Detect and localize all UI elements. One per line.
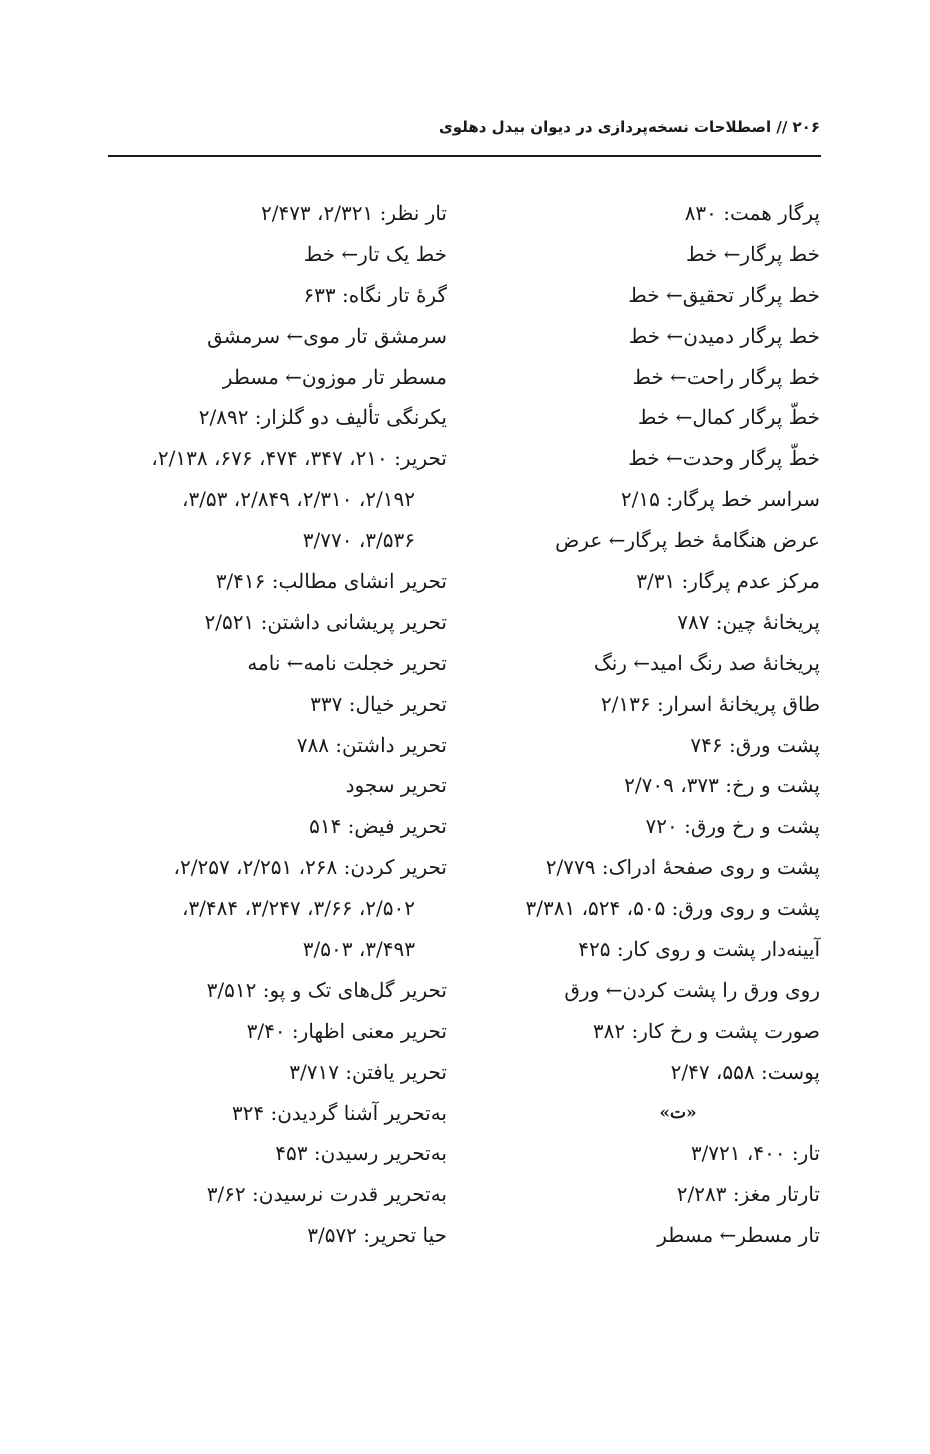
index-entry: ۳/۵۳۶، ۳/۷۷۰ — [302, 528, 415, 553]
index-entry: طاق پریخانهٔ اسرار: ۲/۱۳۶ — [600, 691, 820, 716]
index-entry: یکرنگی تألیف دو گلزار: ۲/۸۹۲ — [198, 405, 447, 430]
index-entry: خط پرگار تحقیق← خط — [628, 282, 820, 307]
index-entry: تحریر گل‌های تک و پو: ۳/۵۱۲ — [206, 977, 447, 1002]
index-entry: تحریر معنی اظهار: ۳/۴۰ — [246, 1018, 447, 1043]
index-entry: پرگار همت: ۸۳۰ — [684, 201, 820, 225]
index-entry: تحریر کردن: ۲۶۸، ۲/۲۵۱، ۲/۲۵۷، — [173, 855, 447, 880]
index-entry: حیا تحریر: ۳/۵۷۲ — [307, 1223, 447, 1248]
index-entry: پشت و روی صفحهٔ ادراک: ۲/۷۷۹ — [545, 855, 820, 880]
index-entry: تحریر خجلت نامه← نامه — [247, 650, 447, 675]
index-entry: مسطر تار موزون← مسطر — [222, 364, 447, 389]
index-entry: پشت و رخ: ۳۷۳، ۲/۷۰۹ — [624, 773, 820, 798]
index-entry: تار: ۴۰۰، ۳/۷۲۱ — [690, 1141, 820, 1166]
running-header: ۲۰۶ // اصطلاحات نسخه‌پردازی در دیوان بیدل دهلوی — [439, 118, 820, 136]
index-entry: آیینه‌دار پشت و روی کار: ۴۲۵ — [578, 937, 820, 962]
index-entry: خط پرگار← خط — [685, 241, 820, 266]
header-rule — [108, 155, 821, 157]
index-entry: سراسر خط پرگار: ۲/۱۵ — [620, 487, 820, 512]
index-entry: تحریر فیض: ۵۱۴ — [309, 814, 447, 839]
index-entry: تحریر یافتن: ۳/۷۱۷ — [289, 1059, 447, 1084]
index-entry: خط پرگار راحت← خط — [632, 364, 820, 389]
index-entry: تحریر: ۲۱۰، ۳۴۷، ۴۷۴، ۶۷۶، ۲/۱۳۸، — [151, 446, 447, 471]
index-entry: ۳/۴۹۳، ۳/۵۰۳ — [302, 937, 415, 962]
index-entry: پشت و رخ ورق: ۷۲۰ — [645, 814, 820, 839]
index-column-left — [110, 193, 447, 1256]
index-entry: تارتار مغز: ۲/۲۸۳ — [676, 1182, 820, 1207]
index-entry: پریخانهٔ چین: ۷۸۷ — [677, 609, 820, 634]
index-entry: تحریر داشتن: ۷۸۸ — [296, 732, 447, 757]
index-entry: به‌تحریر رسیدن: ۴۵۳ — [275, 1141, 447, 1166]
index-entry: ۲/۵۰۲، ۳/۶۶، ۳/۲۴۷، ۳/۴۸۴، — [181, 896, 415, 921]
index-entry: تحریر پریشانی داشتن: ۲/۵۲۱ — [204, 609, 447, 634]
index-entry: تار مسطر← مسطر — [657, 1223, 820, 1248]
index-entry: تحریر انشای مطالب: ۳/۴۱۶ — [215, 569, 447, 594]
index-entry: خط پرگار دمیدن← خط — [628, 323, 820, 348]
section-letter-heading: «ت» — [659, 1102, 697, 1123]
index-entry: پشت و روی ورق: ۵۰۵، ۵۲۴، ۳/۳۸۱ — [525, 896, 820, 921]
index-entry: سرمشق تار موی← سرمشق — [207, 323, 447, 348]
index-entry: پریخانهٔ صد رنگ امید← رنگ — [593, 650, 820, 675]
index-entry: خطّ پرگار وحدت← خط — [628, 446, 820, 471]
index-entry: به‌تحریر آشنا گردیدن: ۳۲۴ — [231, 1100, 447, 1125]
index-entry: خط یک تار← خط — [303, 241, 447, 266]
index-column-right — [476, 193, 820, 1256]
index-entry: صورت پشت و رخ کار: ۳۸۲ — [592, 1018, 820, 1043]
index-entry: خطّ پرگار کمال← خط — [637, 405, 820, 430]
index-entry: ۲/۱۹۲، ۲/۳۱۰، ۲/۸۴۹، ۳/۵۳، — [181, 487, 415, 512]
index-entry: روی ورق را پشت کردن← ورق — [564, 977, 820, 1002]
index-entry: گرهٔ تار نگاه: ۶۳۳ — [303, 282, 447, 307]
index-entry: پشت ورق: ۷۴۶ — [690, 732, 820, 757]
index-entry: تحریر سجود — [345, 773, 447, 798]
index-entry: پوست: ۵۵۸، ۲/۴۷ — [670, 1059, 820, 1084]
index-entry: مرکز عدم پرگار: ۳/۳۱ — [636, 569, 820, 594]
index-entry: تار نظر: ۲/۳۲۱، ۲/۴۷۳ — [260, 201, 447, 225]
index-entry: به‌تحریر قدرت نرسیدن: ۳/۶۲ — [206, 1182, 447, 1207]
index-entry: عرض هنگامهٔ خط پرگار← عرض — [555, 528, 820, 553]
index-entry: تحریر خیال: ۳۳۷ — [310, 691, 447, 716]
